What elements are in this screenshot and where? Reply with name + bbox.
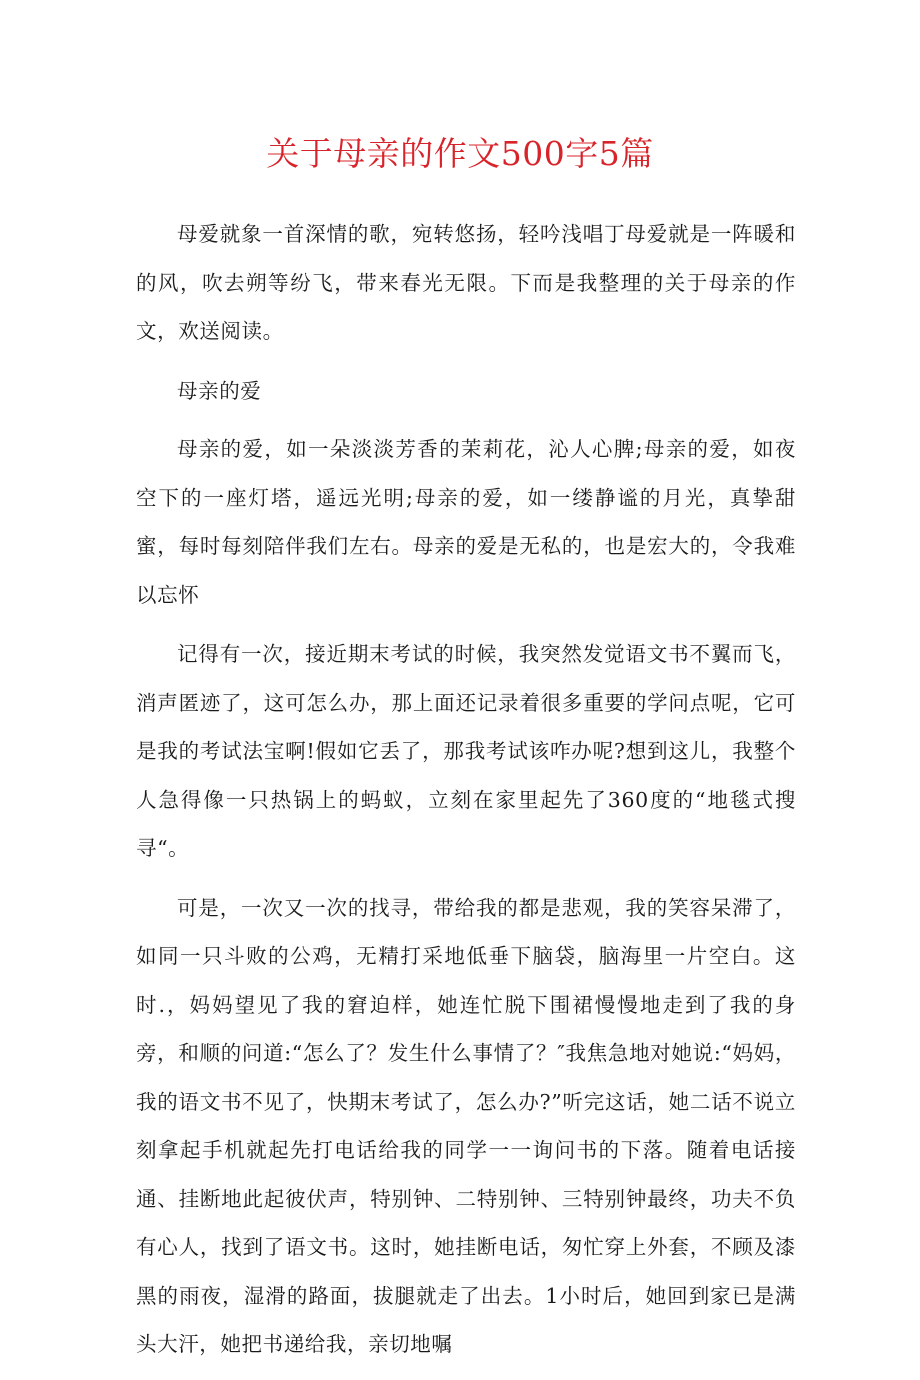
- document-body: [136, 210, 796, 1380]
- section-heading: 母亲的爱: [177, 378, 262, 403]
- paragraph-intro: 母爱就象一首深情的歌，宛转悠扬，轻吟浅唱丁母爱就是一阵暖和的风，吹去朔等纷飞，带来春光无限。下而是我整理的关于母亲的作文，欢送阅读。: [136, 222, 796, 343]
- paragraph: 可是，一次又一次的找寻，带给我的都是悲观，我的笑容呆滞了，如同一只斗败的公鸡，无精打采地低垂下脑袋，脑海里一片空白。这时.，妈妈望见了我的窘迫样，她连忙脱下围裙慢慢地走到了我的身旁，和顺的问道:“怎么了？发生什么事情了？″我焦急地对她说:“妈妈，我的语文书不见了，快期末考试了，怎么办?”听完这话，她二话不说立刻拿起手机就起先打电话给我的同学一一询问书的下落。随着电话接通、挂断地此起彼伏声，特别钟、二特别钟、三特别钟最终，功夫不负有心人，找到了语文书。这时，她挂断电话，匆忙穿上外套，不顾及漆黑的雨夜，湿滑的路面，拔腿就走了出去。1小时后，她回到家已是满头大汗，她把书递给我，亲切地嘱: [136, 895, 796, 1356]
- document-title: 关于母亲的作文500字5篇: [266, 134, 654, 173]
- paragraph: 记得有一次，接近期末考试的时候，我突然发觉语文书不翼而飞，消声匿迹了，这可怎么办，那上面还记录着很多重要的学问点呢，它可是我的考试法宝啊!假如它丢了，那我考试该咋办呢?想到这儿，我整个人急得像一只热锅上的蚂蚁，立刻在家里起先了360度的“地毯式搜寻“。: [136, 642, 796, 860]
- paragraph: 母亲的爱，如一朵淡淡芳香的茉莉花，沁人心脾;母亲的爱，如夜空下的一座灯塔，遥远光明;母亲的爱，如一缕静谧的月光，真挚甜蜜，每时每刻陪伴我们左右。母亲的爱是无私的，也是宏大的，令我难以忘怀: [136, 437, 796, 607]
